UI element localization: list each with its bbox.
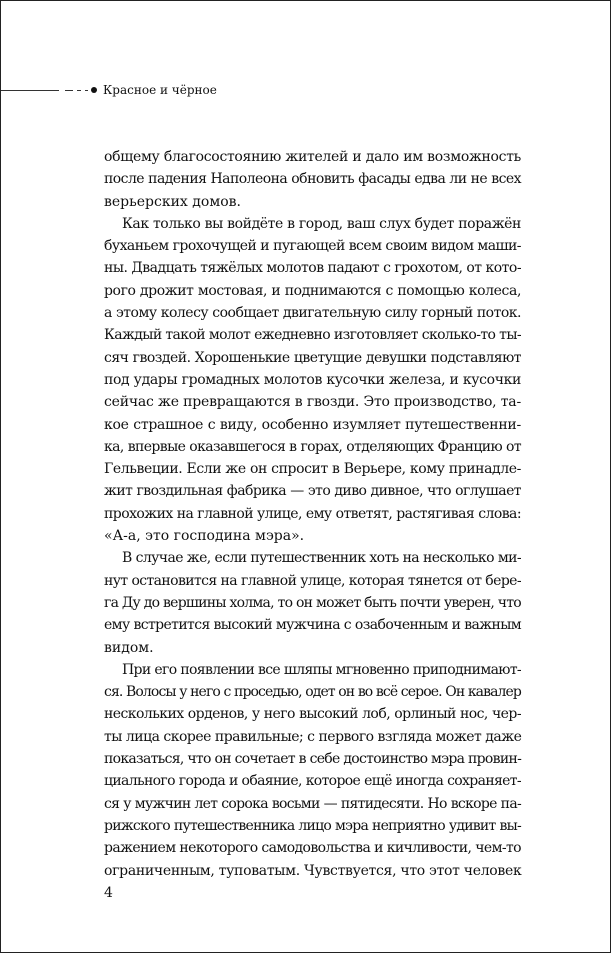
text-line: нескольких орденов, у него высокий лоб, орлиный нос, чер- xyxy=(104,706,521,723)
text-line: ражением некоторого самодовольства и кичливости, чем-то xyxy=(104,840,521,857)
paragraph xyxy=(104,659,521,882)
text-line: «А-а, это господина мэра». xyxy=(104,528,305,545)
text-line: сяч гвоздей. Хорошенькие цветущие девушки подставляют xyxy=(104,349,521,366)
text-line: ся у мужчин лет сорока восьми — пятидесяти. Но вскоре па- xyxy=(104,795,521,812)
text-line: общему благосостоянию жителей и дало им возможность xyxy=(104,149,521,165)
page-number: 4 xyxy=(104,885,113,901)
text-line: ны. Двадцать тяжёлых молотов падают с грохотом, от кото- xyxy=(104,260,522,277)
paragraph xyxy=(104,547,521,658)
paragraph xyxy=(104,213,521,547)
book-title: Красное и чёрное xyxy=(103,83,217,97)
text-line: ты лица скорее правильные; с первого взгляда может даже xyxy=(104,728,522,745)
running-head xyxy=(1,81,301,101)
text-line: ограниченным, туповатым. Чувствуется, что этот человек xyxy=(104,862,522,879)
text-line: Как только вы войдёте в город, ваш слух будет поражён xyxy=(122,215,521,232)
text-line: прохожих на главной улице, ему ответят, растягивая слова: xyxy=(104,505,521,522)
text-line: верьерских домов. xyxy=(104,193,241,210)
header-rule-dash xyxy=(85,90,88,91)
text-line: кое страшное с виду, особенно изумляет путешественни- xyxy=(104,416,521,433)
text-line: буханьем грохочущей и пугающей всем своим видом маши- xyxy=(104,238,521,255)
text-line: сейчас же превращаются в гвозди. Это производство, та- xyxy=(104,394,521,411)
text-line: после падения Наполеона обновить фасады едва ли не всех xyxy=(104,171,521,188)
text-line: нут остановится на главной улице, которая тянется от бере- xyxy=(104,572,521,589)
text-line: а этому колесу сообщает двигательную силу горный поток. xyxy=(104,305,521,322)
body-text xyxy=(104,146,521,882)
text-line: В случае же, если путешественник хоть на несколько ми- xyxy=(122,550,521,567)
text-line: Каждый такой молот ежедневно изготовляет сколько-то ты- xyxy=(104,327,521,344)
text-line: циального города и обаяние, которое ещё иногда сохраняет- xyxy=(104,773,521,790)
text-line: ему встретится высокий мужчина с озабоченным и важным xyxy=(104,617,522,634)
text-line: рижского путешественника лицо мэра неприятно удивит вы- xyxy=(104,817,521,834)
text-line: ка, впервые оказавшегося в горах, отделяющих Францию от xyxy=(104,438,521,455)
text-line: показаться, что он сочетает в себе достоинство мэра провин- xyxy=(104,751,522,768)
text-line: жит гвоздильная фабрика — это диво дивное, что оглушает xyxy=(104,483,521,500)
paragraph xyxy=(104,146,521,213)
header-rule xyxy=(1,90,59,91)
text-line: видом. xyxy=(104,639,154,656)
header-rule-dash xyxy=(77,90,81,91)
text-line: При его появлении все шляпы мгновенно приподнимают- xyxy=(122,661,521,678)
bullet-icon xyxy=(91,87,97,93)
text-line: рого дрожит мостовая, и поднимаются с помощью колеса, xyxy=(104,282,521,299)
text-line: под удары громадных молотов кусочки железа, и кусочки xyxy=(104,371,521,388)
text-line: Гельвеции. Если же он спросит в Верьере, кому принадле- xyxy=(104,461,521,478)
text-line: ся. Волосы у него с проседью, одет он во всё серое. Он кавалер xyxy=(104,684,521,701)
text-line: га Ду до вершины холма, то он может быть почти уверен, что xyxy=(104,594,521,611)
header-rule-dash xyxy=(65,90,73,91)
